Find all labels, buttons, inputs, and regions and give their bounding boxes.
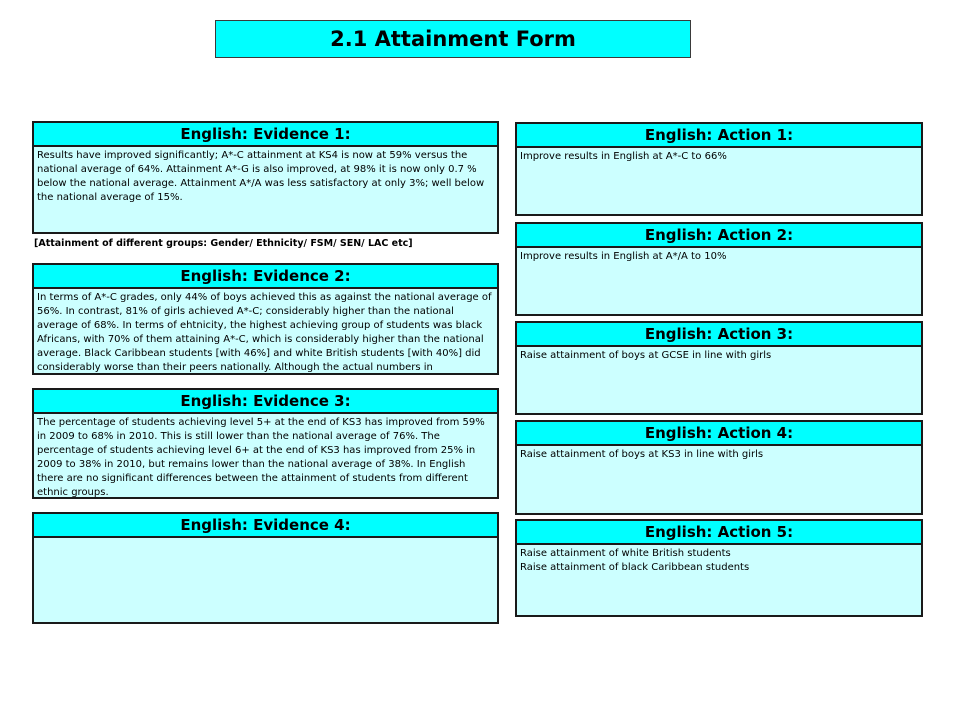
action-3-header: English: Action 3: [517, 323, 921, 347]
evidence-3-text[interactable]: The percentage of students achieving level 5+ at the end of KS3 has improved from 59% in 2009 to 68% in 2010. This is still lower than the national average of 76%. The percentage of students achieving level 6+ at the end of KS3 has improved from 25% in 2009 to 38% in 2010, but remains lower than the national average of 38%. In English there are no significant differences between the attainment of students from different ethnic groups. [37, 417, 485, 498]
action-5-text[interactable]: Raise attainment of white British students Raise attainment of black Caribbean students [520, 548, 750, 573]
action-3-box [515, 321, 923, 415]
action-5-box [515, 519, 923, 617]
action-2-text[interactable]: Improve results in English at A*/A to 10% [520, 251, 727, 262]
evidence-3-box [32, 388, 499, 499]
action-2-header: English: Action 2: [517, 224, 921, 248]
action-1-header: English: Action 1: [517, 124, 921, 148]
action-3-text[interactable]: Raise attainment of boys at GCSE in line with girls [520, 350, 772, 361]
evidence-1-box [32, 121, 499, 234]
action-1-text[interactable]: Improve results in English at A*-C to 66% [520, 151, 727, 162]
action-1-box [515, 122, 923, 216]
page-title: 2.1 Attainment Form [215, 20, 691, 58]
action-4-box [515, 420, 923, 515]
action-4-header: English: Action 4: [517, 422, 921, 446]
evidence-3-header: English: Evidence 3: [34, 390, 497, 414]
groups-note: [Attainment of different groups: Gender/ Ethnicity/ FSM/ SEN/ LAC etc] [34, 238, 413, 249]
evidence-4-text[interactable] [34, 538, 497, 626]
evidence-4-header: English: Evidence 4: [34, 514, 497, 538]
action-5-header: English: Action 5: [517, 521, 921, 545]
evidence-1-text[interactable]: Results have improved significantly; A*-C attainment at KS4 is now at 59% versus the national average of 64%. Attainment A*-G is also improved, at 98% it is now only 0.7 % below the national average. Attainment A*/A was less satisfactory at only 3%; well below the national average of 15%. [37, 150, 485, 203]
evidence-2-box [32, 263, 499, 375]
evidence-1-header: English: Evidence 1: [34, 123, 497, 147]
action-2-box [515, 222, 923, 316]
evidence-2-text[interactable]: In terms of A*-C grades, only 44% of boys achieved this as against the national average of 56%. In contrast, 81% of girls achieved A*-C; considerably higher than the national average of 68%. In terms of ehtnicity, the highest achieving group of students was black Africans, with 70% of them attaining A*-C, which is considerably higher than the national average. Black Caribbean students [with 46%] and white British students [with 40%] did considerably worse than their peers nationally. Although the actual numbers in [37, 292, 492, 373]
evidence-4-box [32, 512, 499, 624]
evidence-2-header: English: Evidence 2: [34, 265, 497, 289]
action-4-text[interactable]: Raise attainment of boys at KS3 in line with girls [520, 449, 764, 460]
